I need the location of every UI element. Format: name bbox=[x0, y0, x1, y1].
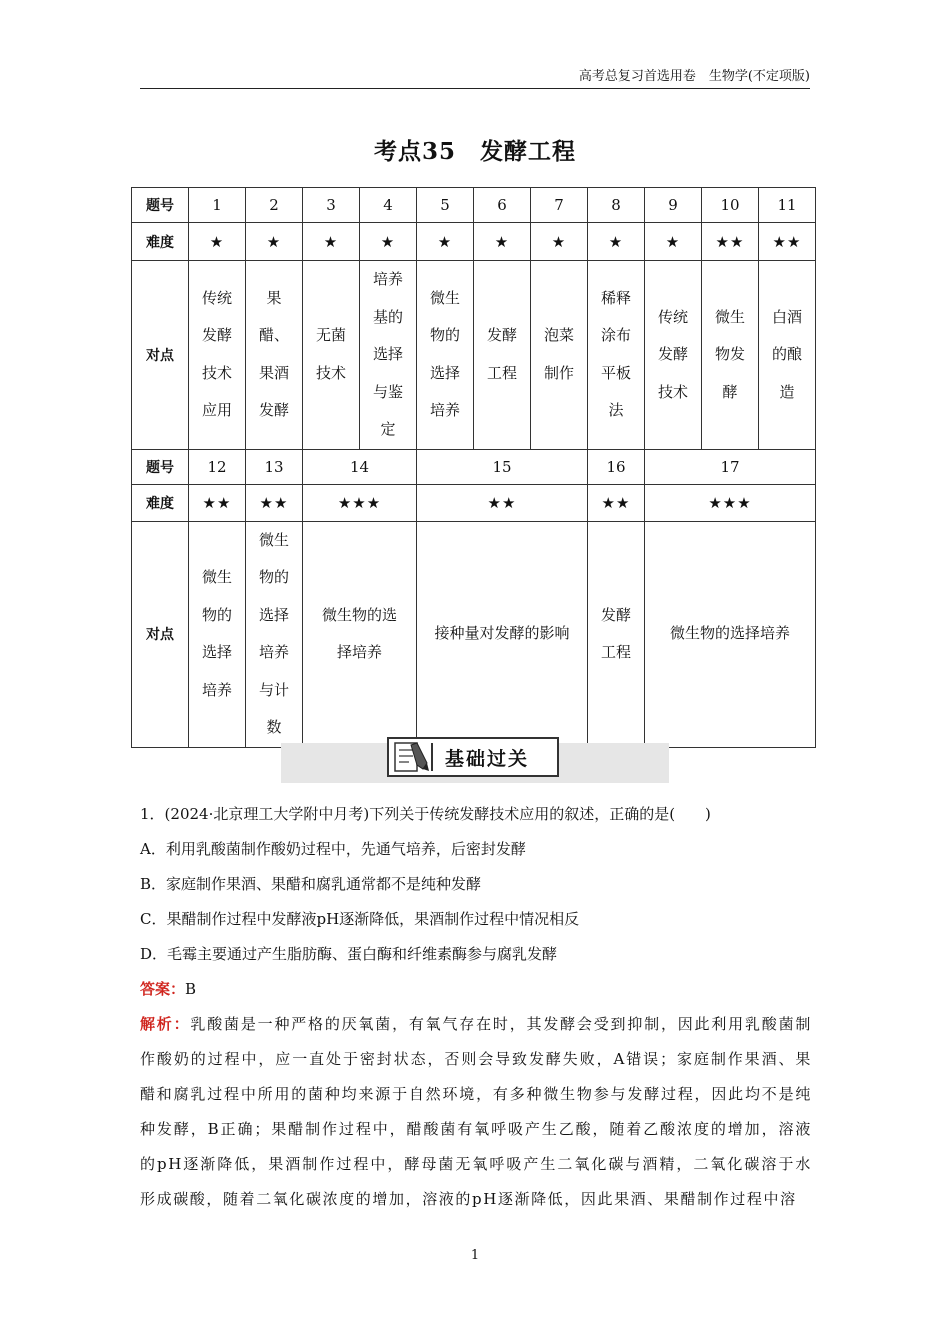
number-cell: 16 bbox=[588, 449, 645, 484]
number-cell: 13 bbox=[246, 449, 303, 484]
difficulty-stars: ★★ bbox=[588, 484, 645, 521]
answer-line bbox=[140, 978, 196, 999]
topic-cell: 白酒 的酿 造 bbox=[771, 307, 802, 401]
difficulty-stars: ★ bbox=[303, 223, 360, 261]
number-cell: 5 bbox=[417, 188, 474, 223]
topic-cell: 微生 物的 选择 培养 bbox=[429, 288, 460, 420]
number-cell: 12 bbox=[189, 449, 246, 484]
explanation-text: 乳酸菌是一种严格的厌氧菌，有氧气存在时，其发酵会受到抑制，因此利用乳酸菌制作酸奶的过程中，应一直处于密封状态，否则会导致发酵失败，A错误；家庭制作果酒、果醋和腐乳过程中所用的菌种均来源于自然环境，有多种微生物参与发酵过程，因此均不是纯种发酵，B正确；果醋制作过程中，醋酸菌有氧呼吸产生乙酸，随着乙酸浓度的增加，溶液的pH逐渐降低，果酒制作过程中，酵母菌无氧呼吸产生二氧化碳与酒精，二氧化碳溶于水形成碳酸，随着二氧化碳浓度的增加，溶液的pH逐渐降低，因此果酒、果醋制作过程中溶 bbox=[140, 1015, 812, 1208]
difficulty-stars: ★ bbox=[588, 223, 645, 261]
label-number: 题号 bbox=[132, 449, 189, 484]
topic-row-1 bbox=[132, 261, 816, 450]
number-cell: 9 bbox=[645, 188, 702, 223]
option-c: C．果醋制作过程中发酵液pH逐渐降低，果酒制作过程中情况相反 bbox=[140, 910, 580, 928]
number-cell: 4 bbox=[360, 188, 417, 223]
topic-cell: 发酵 工程 bbox=[600, 605, 631, 661]
topic-cell: 无菌 技术 bbox=[315, 326, 346, 382]
topic-cell: 传统 发酵 技术 应用 bbox=[201, 288, 232, 420]
explanation-label: 解析： bbox=[140, 1015, 191, 1033]
question-stem: 1．(2024·北京理工大学附中月考)下列关于传统发酵技术应用的叙述，正确的是( ) bbox=[140, 805, 711, 823]
answer-value: B bbox=[185, 980, 197, 998]
section-banner bbox=[281, 743, 669, 783]
number-cell: 14 bbox=[303, 449, 417, 484]
topic-cell: 接种量对发酵的影响 bbox=[434, 624, 570, 643]
difficulty-stars: ★ bbox=[474, 223, 531, 261]
topic-cell: 发酵 工程 bbox=[486, 326, 517, 382]
number-cell: 8 bbox=[588, 188, 645, 223]
number-cell: 15 bbox=[417, 449, 588, 484]
number-cell: 3 bbox=[303, 188, 360, 223]
label-topic: 对点 bbox=[132, 261, 189, 450]
difficulty-stars: ★ bbox=[189, 223, 246, 261]
topic-cell: 微生物的选择培养 bbox=[669, 624, 790, 643]
label-difficulty: 难度 bbox=[132, 223, 189, 261]
label-topic: 对点 bbox=[132, 521, 189, 747]
number-row-2 bbox=[132, 449, 816, 484]
number-cell: 7 bbox=[531, 188, 588, 223]
page-title: 考点35 发酵工程 bbox=[373, 138, 576, 165]
topic-row-2 bbox=[132, 521, 816, 747]
option-a: A．利用乳酸菌制作酸奶过程中，先通气培养，后密封发酵 bbox=[140, 840, 526, 858]
difficulty-stars: ★★★ bbox=[303, 484, 417, 521]
number-cell: 2 bbox=[246, 188, 303, 223]
answer-label: 答案： bbox=[140, 980, 186, 998]
topic-cell: 培养 基的 选择 与鉴 定 bbox=[372, 270, 403, 438]
number-cell: 11 bbox=[759, 188, 816, 223]
section-title: 基础过关 bbox=[445, 748, 530, 770]
difficulty-stars: ★ bbox=[360, 223, 417, 261]
pencil-icon bbox=[393, 741, 433, 773]
header-text: 高考总复习首选用卷 生物学(不定项版) bbox=[578, 69, 810, 84]
difficulty-stars: ★ bbox=[246, 223, 303, 261]
label-difficulty: 难度 bbox=[132, 484, 189, 521]
number-row-1 bbox=[132, 188, 816, 223]
option-b: B．家庭制作果酒、果醋和腐乳通常都不是纯种发酵 bbox=[140, 875, 482, 893]
topic-table bbox=[131, 187, 816, 748]
topic-cell: 微生 物的 选择 培养 与计 数 bbox=[258, 530, 289, 736]
difficulty-stars: ★ bbox=[645, 223, 702, 261]
topic-cell: 传统 发酵 技术 bbox=[657, 307, 688, 401]
difficulty-row-2 bbox=[132, 484, 816, 521]
page-number: 1 bbox=[470, 1248, 480, 1263]
explanation-paragraph bbox=[140, 1007, 812, 1217]
option-d: D．毛霉主要通过产生脂肪酶、蛋白酶和纤维素酶参与腐乳发酵 bbox=[140, 945, 558, 963]
number-cell: 6 bbox=[474, 188, 531, 223]
topic-cell: 微生 物发 酵 bbox=[714, 307, 745, 401]
number-cell: 1 bbox=[189, 188, 246, 223]
topic-cell: 微生物的选 择培养 bbox=[321, 605, 397, 661]
section-badge bbox=[387, 737, 559, 777]
badge-divider bbox=[431, 743, 433, 771]
difficulty-stars: ★★ bbox=[246, 484, 303, 521]
difficulty-stars: ★ bbox=[531, 223, 588, 261]
difficulty-stars: ★ bbox=[417, 223, 474, 261]
difficulty-stars: ★★ bbox=[702, 223, 759, 261]
difficulty-stars: ★★ bbox=[759, 223, 816, 261]
label-number: 题号 bbox=[132, 188, 189, 223]
difficulty-stars: ★★ bbox=[417, 484, 588, 521]
topic-cell: 稀释 涂布 平板 法 bbox=[600, 288, 631, 420]
difficulty-stars: ★★★ bbox=[645, 484, 816, 521]
number-cell: 17 bbox=[645, 449, 816, 484]
topic-cell: 果 醋、 果酒 发酵 bbox=[258, 288, 289, 420]
number-cell: 10 bbox=[702, 188, 759, 223]
difficulty-row-1 bbox=[132, 223, 816, 261]
topic-cell: 微生 物的 选择 培养 bbox=[201, 568, 232, 699]
difficulty-stars: ★★ bbox=[189, 484, 246, 521]
running-header bbox=[140, 66, 810, 89]
topic-cell: 泡菜 制作 bbox=[543, 326, 574, 382]
